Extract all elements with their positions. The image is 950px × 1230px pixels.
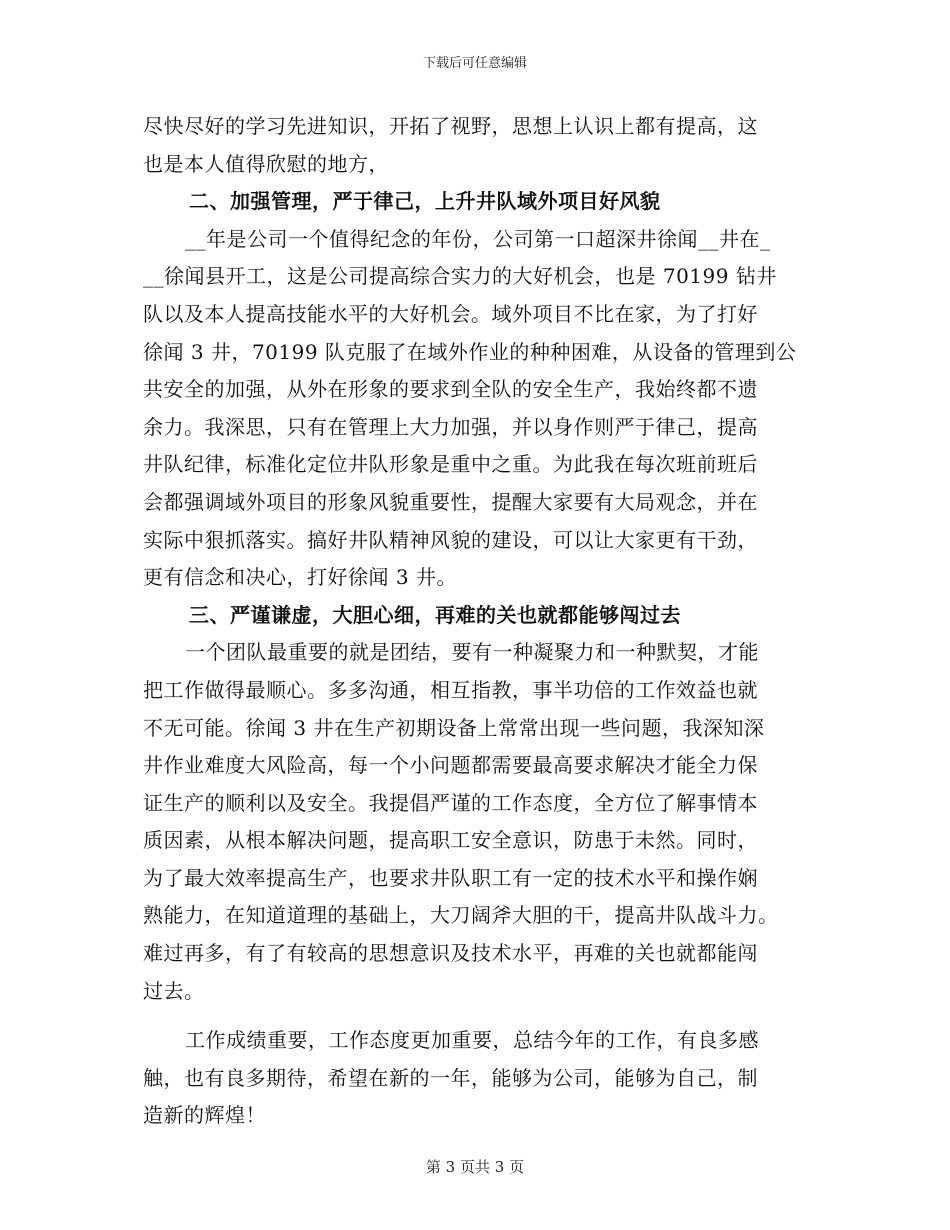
body-line: 不无可能。徐闻 3 井在生产初期设备上常常出现一些问题，我深知深 (143, 715, 765, 740)
page-header: 下载后可任意编辑 (422, 56, 527, 71)
body-line: 也是本人值得欣慰的地方， (143, 151, 389, 176)
body-line: 更有信念和决心，打好徐闻 3 井。 (143, 565, 457, 590)
body-line: 徐闻 3 井，70199 队克服了在域外作业的种种困难，从设备的管理到公 (143, 339, 797, 364)
body-line: 井作业难度大风险高，每一个小问题都需要最高要求解决才能全力保 (143, 753, 758, 778)
body-line: 造新的辉煌！ (143, 1103, 266, 1128)
section-heading-2: 二、加强管理，严于律己，上升井队域外项目好风貌 (189, 189, 661, 214)
body-line: 会都强调域外项目的形象风貌重要性，提醒大家要有大局观念，并在 (143, 489, 758, 514)
body-line: 为了最大效率提高生产，也要求井队职工有一定的技术水平和操作娴 (143, 865, 758, 890)
body-line: 熟能力，在知道道理的基础上，大刀阔斧大胆的干，提高井队战斗力。 (143, 903, 779, 928)
body-line: 实际中狠抓落实。搞好井队精神风貌的建设，可以让大家更有干劲， (143, 527, 758, 552)
body-line: 共安全的加强，从外在形象的要求到全队的安全生产，我始终都不遗 (143, 377, 758, 402)
document-body (143, 108, 809, 1135)
page-footer: 第 3 页共 3 页 (425, 1158, 525, 1176)
body-line: 一个团队最重要的就是团结，要有一种凝聚力和一种默契，才能 (185, 640, 759, 665)
body-line: __徐闻县开工，这是公司提高综合实力的大好机会，也是 70199 钻井 (143, 264, 777, 289)
body-line: __年是公司一个值得纪念的年份，公司第一口超深井徐闻__井在_ (185, 226, 771, 251)
body-line: 证生产的顺利以及安全。我提倡严谨的工作态度，全方位了解事情本 (143, 790, 758, 815)
section-heading-3: 三、严谨谦虚，大胆心细，再难的关也就都能够闯过去 (189, 602, 681, 627)
body-line: 过去。 (143, 978, 205, 1003)
body-line: 队以及本人提高技能水平的大好机会。域外项目不比在家，为了打好 (143, 301, 758, 326)
body-line: 工作成绩重要，工作态度更加重要，总结今年的工作，有良多感 (185, 1028, 759, 1053)
body-line: 触，也有良多期待，希望在新的一年，能够为公司，能够为自己，制 (143, 1065, 758, 1090)
body-line: 井队纪律，标准化定位井队形象是重中之重。为此我在每次班前班后 (143, 452, 758, 477)
body-line: 把工作做得最顺心。多多沟通，相互指教，事半功倍的工作效益也就 (143, 677, 758, 702)
body-line: 质因素，从根本解决问题，提高职工安全意识，防患于未然。同时， (143, 828, 758, 853)
body-line: 尽快尽好的学习先进知识，开拓了视野，思想上认识上都有提高，这 (143, 114, 758, 138)
paragraph-gap (143, 1010, 809, 1022)
body-line: 难过再多，有了有较高的思想意识及技术水平，再难的关也就都能闯 (143, 941, 758, 966)
body-line: 余力。我深思，只有在管理上大力加强，并以身作则严于律己，提高 (143, 414, 758, 439)
